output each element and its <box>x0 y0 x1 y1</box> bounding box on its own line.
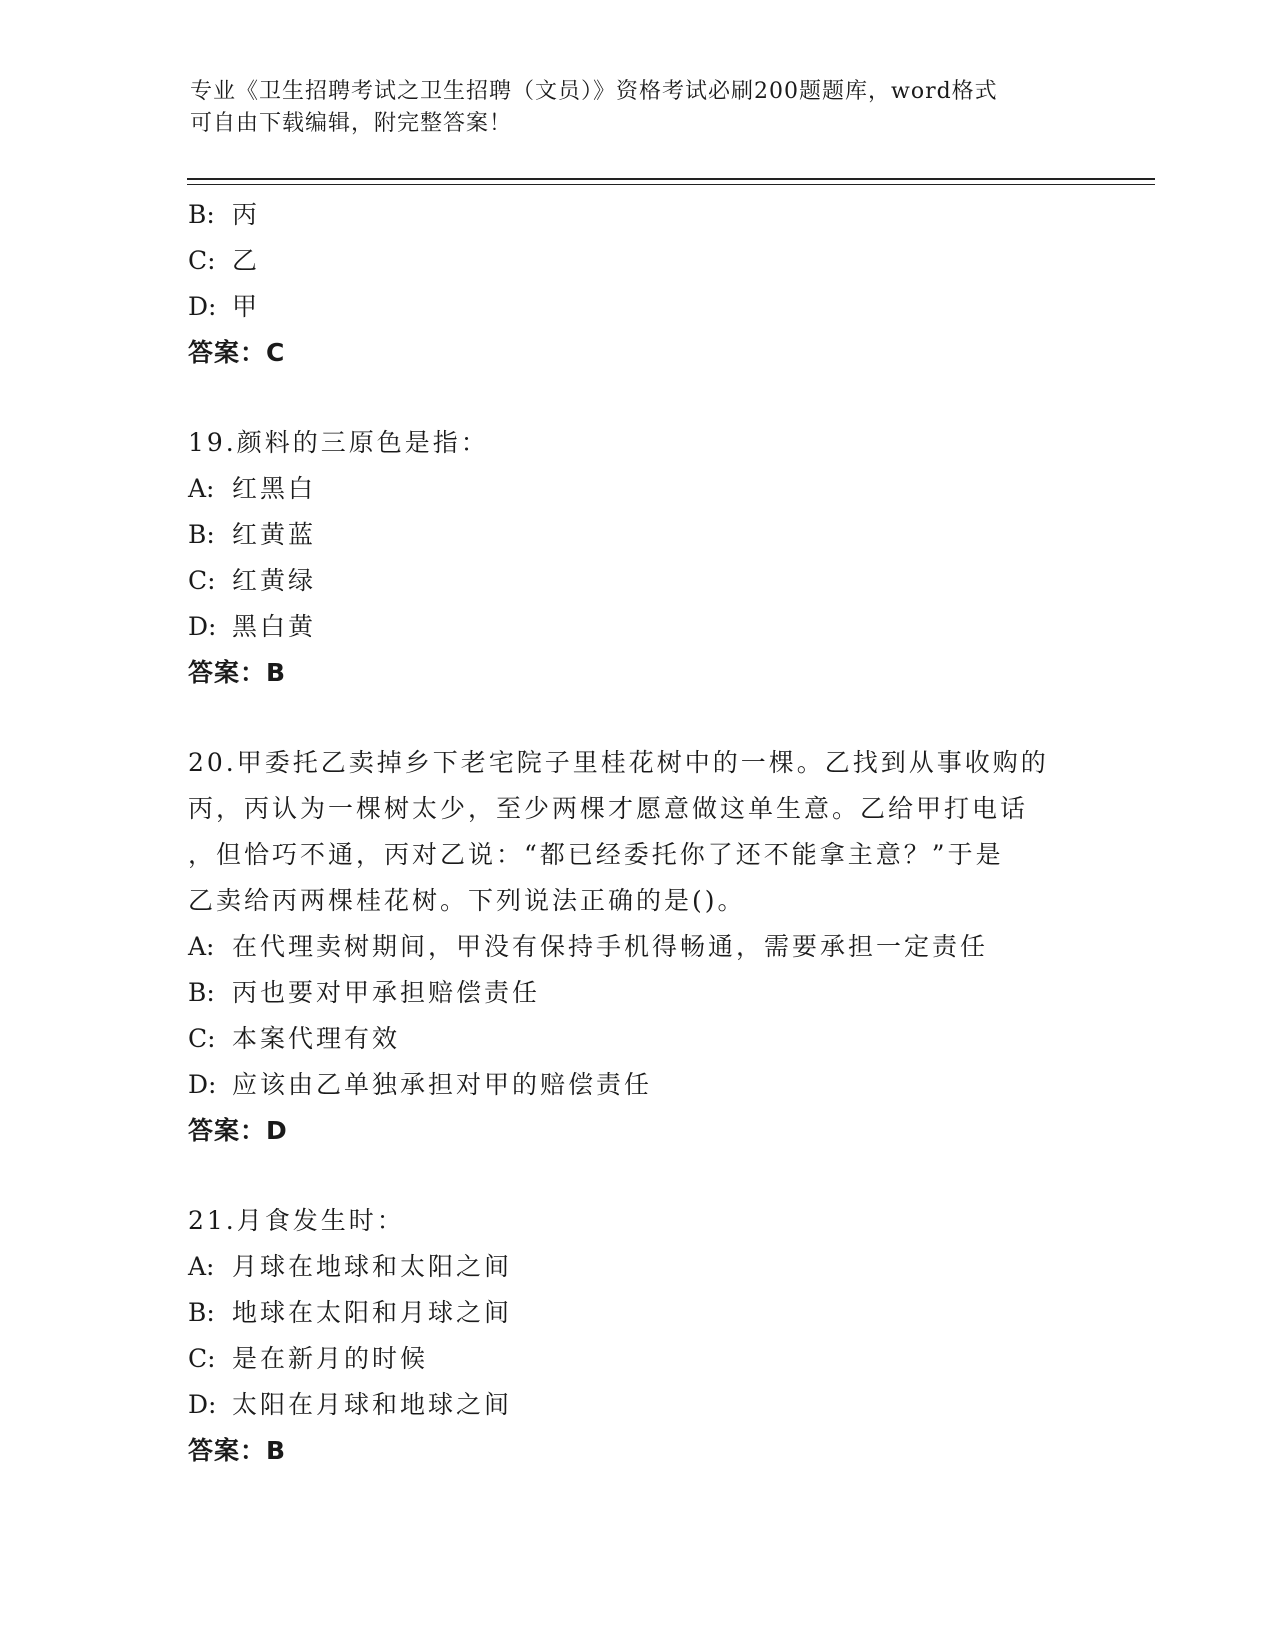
question-stem-line: ，但恰巧不通，丙对乙说：“都已经委托你了还不能拿主意？”于是 <box>188 840 1004 869</box>
option-letter: C: <box>188 1344 216 1373</box>
question-20 <box>188 740 1088 1154</box>
answer-line: 答案：B <box>188 658 287 687</box>
option-letter: D: <box>188 292 217 321</box>
question-21 <box>188 1198 1088 1474</box>
answer-line: 答案：C <box>188 338 286 367</box>
header-divider-thin <box>187 184 1155 185</box>
option-text: 月球在地球和太阳之间 <box>232 1252 513 1281</box>
answer-line: 答案：D <box>188 1116 288 1145</box>
option-letter: D: <box>188 1390 217 1419</box>
question-stem-line: 乙卖给丙两棵桂花树。下列说法正确的是()。 <box>188 886 746 915</box>
question-18-tail <box>188 192 1088 376</box>
option-letter: C: <box>188 246 216 275</box>
option-text: 乙 <box>232 246 261 275</box>
question-stem-line: 20.甲委托乙卖掉乡下老宅院子里桂花树中的一棵。乙找到从事收购的 <box>188 748 1049 777</box>
option-d <box>188 604 1088 650</box>
option-text: 红黑白 <box>232 474 317 503</box>
option-d <box>188 284 1088 330</box>
option-letter: B: <box>188 200 215 229</box>
option-a <box>188 924 1088 970</box>
option-b <box>188 1290 1088 1336</box>
question-list <box>188 192 1088 1474</box>
option-letter: D: <box>188 612 217 641</box>
option-d <box>188 1062 1088 1108</box>
option-letter: A: <box>188 1252 215 1281</box>
option-letter: C: <box>188 566 216 595</box>
option-letter: B: <box>188 978 215 1007</box>
question-19 <box>188 420 1088 696</box>
option-c <box>188 558 1088 604</box>
option-letter: B: <box>188 1298 215 1327</box>
option-text: 黑白黄 <box>232 612 317 641</box>
question-stem-line: 丙，丙认为一棵树太少，至少两棵才愿意做这单生意。乙给甲打电话 <box>188 794 1029 823</box>
option-a <box>188 1244 1088 1290</box>
option-letter: C: <box>188 1024 216 1053</box>
option-text: 应该由乙单独承担对甲的赔偿责任 <box>232 1070 653 1099</box>
question-stem: 21.月食发生时： <box>188 1206 405 1235</box>
option-text: 丙 <box>232 200 261 229</box>
option-letter: B: <box>188 520 215 549</box>
header-divider-thick <box>187 178 1155 180</box>
option-text: 本案代理有效 <box>232 1024 401 1053</box>
option-letter: A: <box>188 474 215 503</box>
option-letter: A: <box>188 932 215 961</box>
option-b <box>188 970 1088 1016</box>
option-b <box>188 512 1088 558</box>
document-header <box>190 76 1090 140</box>
question-stem: 19.颜料的三原色是指： <box>188 428 489 457</box>
option-text: 地球在太阳和月球之间 <box>232 1298 513 1327</box>
option-d <box>188 1382 1088 1428</box>
option-b <box>188 192 1088 238</box>
option-text: 是在新月的时候 <box>232 1344 429 1373</box>
option-text: 红黄绿 <box>232 566 317 595</box>
answer-line: 答案：B <box>188 1436 287 1465</box>
option-letter: D: <box>188 1070 217 1099</box>
option-c <box>188 1336 1088 1382</box>
option-text: 在代理卖树期间，甲没有保持手机得畅通，需要承担一定责任 <box>232 932 989 961</box>
option-text: 红黄蓝 <box>232 520 317 549</box>
option-c <box>188 1016 1088 1062</box>
header-title-line1: 专业《卫生招聘考试之卫生招聘（文员）》资格考试必刷200题题库，word格式 <box>190 79 998 104</box>
option-a <box>188 466 1088 512</box>
option-text: 太阳在月球和地球之间 <box>232 1390 513 1419</box>
option-text: 甲 <box>232 292 261 321</box>
header-title-line2: 可自由下载编辑，附完整答案！ <box>190 111 513 136</box>
option-c <box>188 238 1088 284</box>
option-text: 丙也要对甲承担赔偿责任 <box>232 978 541 1007</box>
